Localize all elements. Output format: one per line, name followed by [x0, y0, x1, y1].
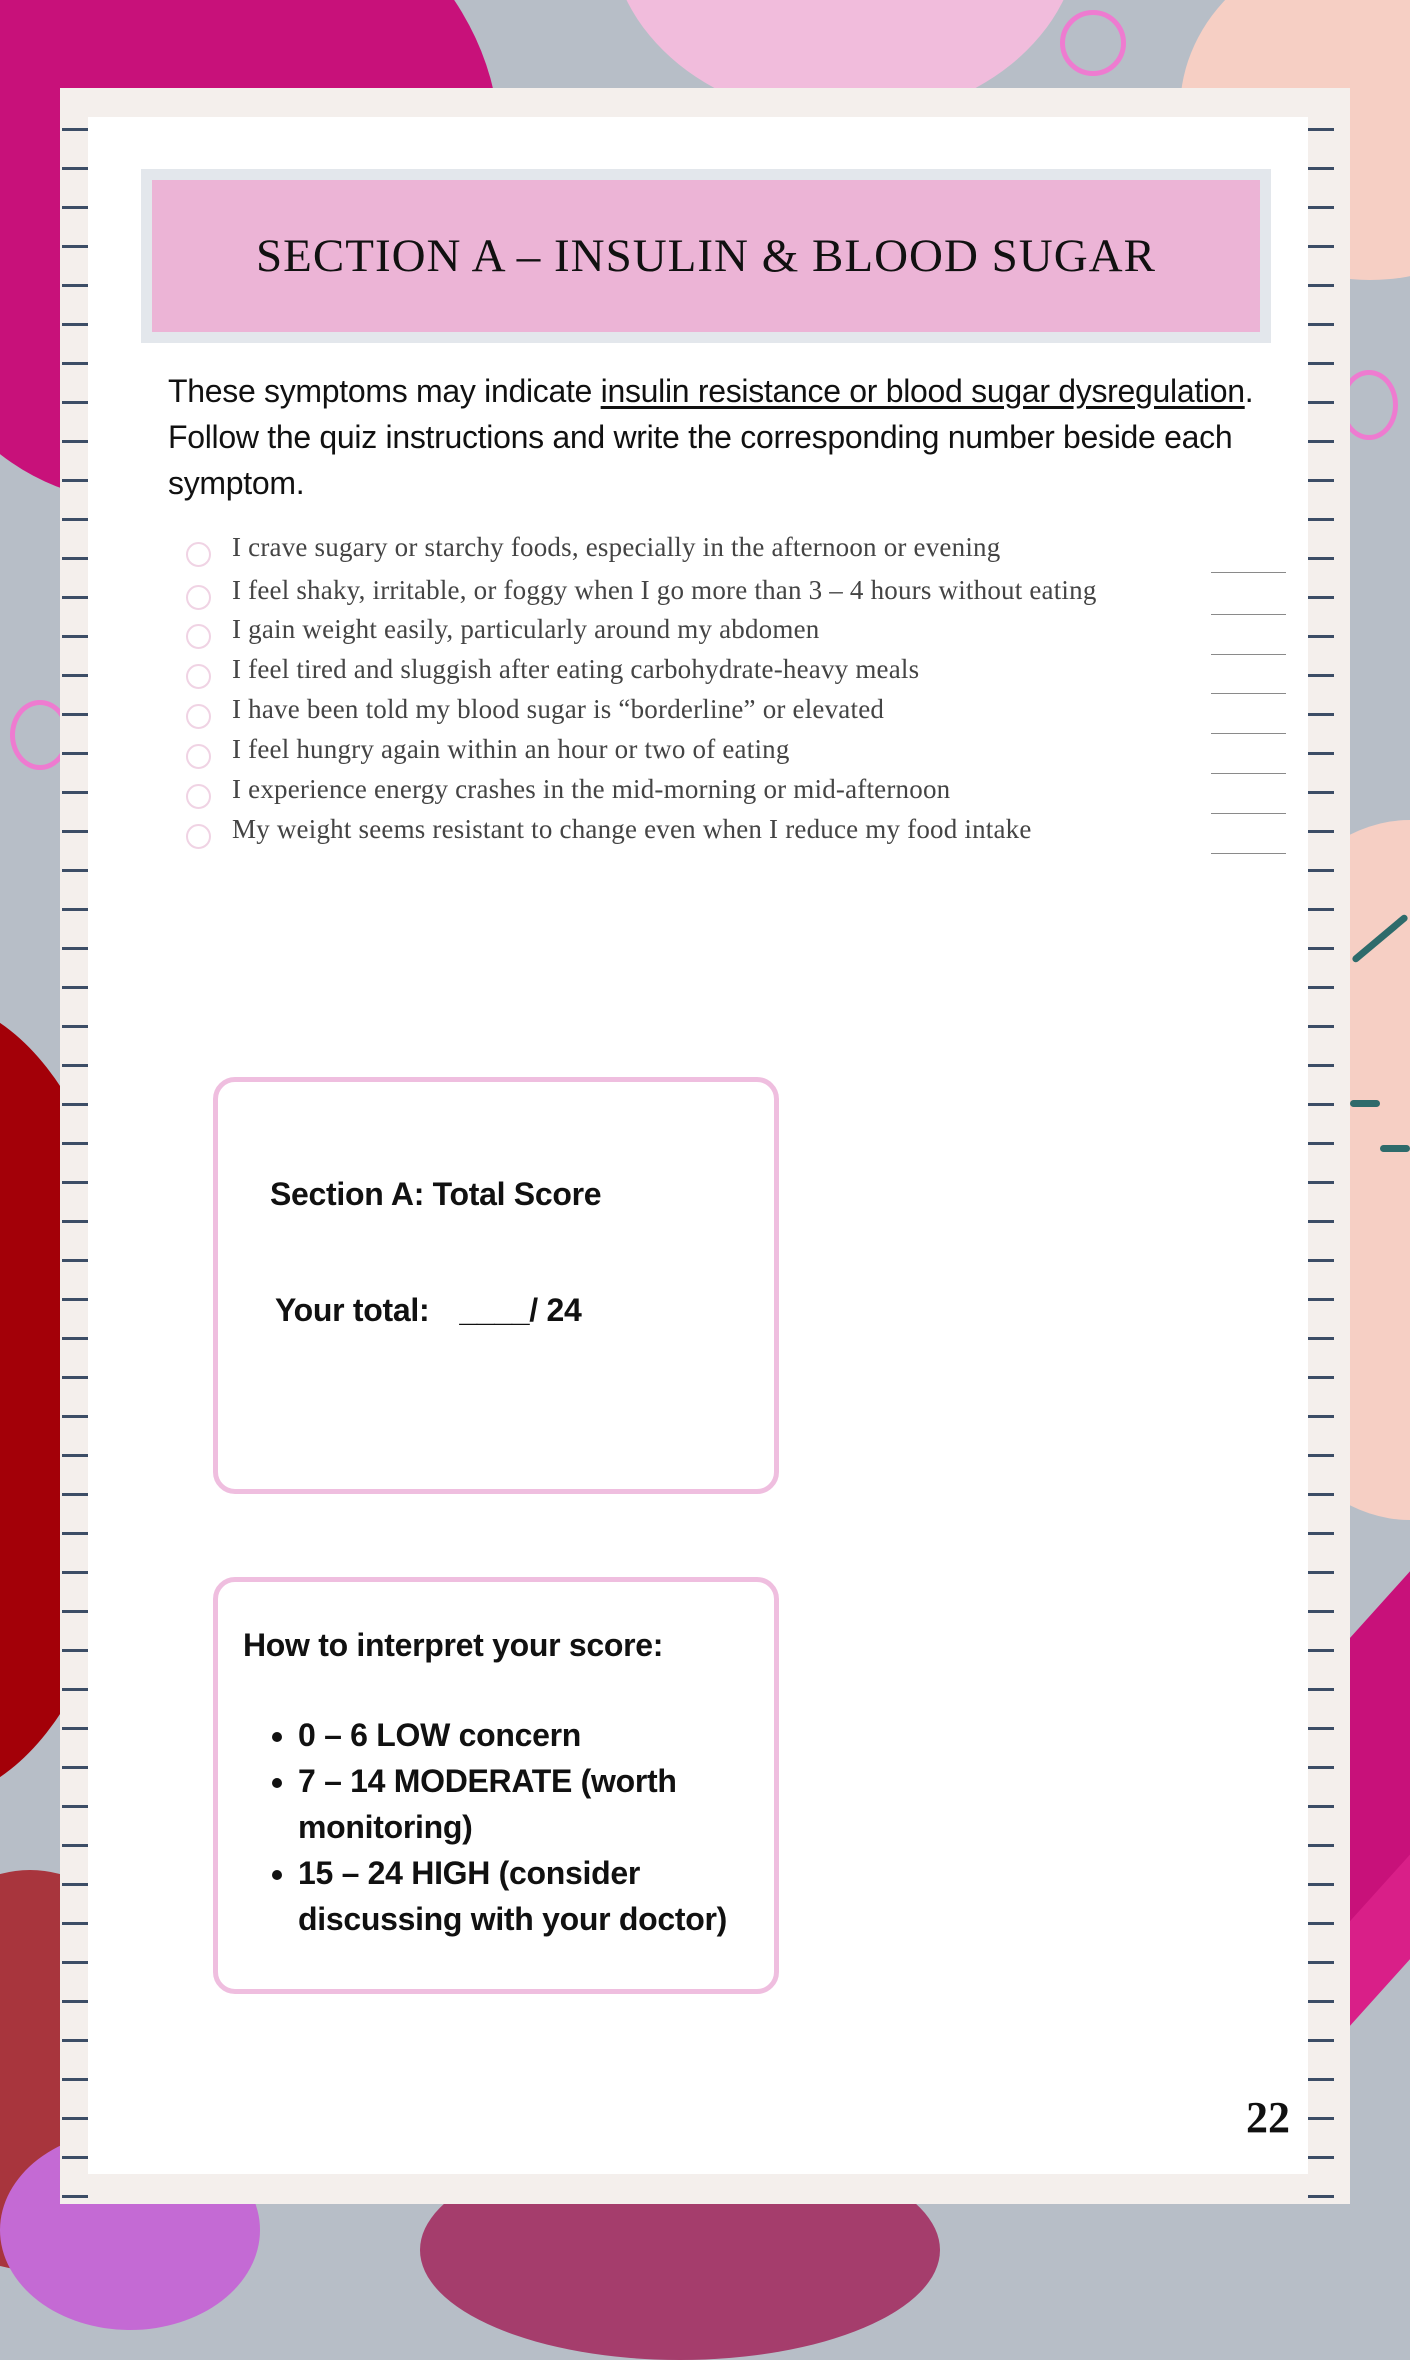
binding-tick	[62, 1805, 88, 1808]
binding-tick	[62, 1649, 88, 1652]
interpretation-title: How to interpret your score:	[243, 1627, 664, 1663]
binding-tick	[62, 2039, 88, 2042]
list-item: • 0 – 6 LOW concern	[298, 1712, 778, 1758]
binding-tick	[62, 1766, 88, 1769]
binding-tick	[62, 1493, 88, 1496]
radio-button[interactable]	[186, 542, 211, 567]
binding-tick	[1308, 791, 1334, 794]
score-blank[interactable]: ____/ 24	[459, 1292, 582, 1328]
binding-tick	[1308, 1064, 1334, 1067]
binding-tick	[1308, 2156, 1334, 2159]
binding-tick	[1308, 2195, 1334, 2198]
binding-tick	[62, 596, 88, 599]
binding-tick	[1308, 1922, 1334, 1925]
binding-tick	[1308, 2117, 1334, 2120]
binding-tick	[1308, 1376, 1334, 1379]
binding-tick	[1308, 2000, 1334, 2003]
binding-tick	[1308, 401, 1334, 404]
binding-tick	[1308, 1571, 1334, 1574]
binding-tick	[62, 791, 88, 794]
score-entry	[275, 1292, 581, 1329]
radio-button[interactable]	[186, 704, 211, 729]
symptom-text: I feel hungry again within an hour or two of eating	[232, 734, 790, 764]
intro-emphasis: insulin resistance or blood sugar dysregulation	[600, 373, 1245, 409]
binding-tick	[1308, 284, 1334, 287]
decorative-twig	[1380, 1145, 1410, 1152]
decorative-curl	[1060, 10, 1126, 76]
binding-tick	[1308, 479, 1334, 482]
binding-tick	[1308, 1961, 1334, 1964]
binding-tick	[1308, 713, 1334, 716]
binding-tick	[62, 713, 88, 716]
symptom-item	[180, 774, 1310, 814]
answer-blank[interactable]	[1211, 572, 1286, 573]
binding-tick	[62, 1571, 88, 1574]
binding-tick	[62, 362, 88, 365]
binding-tick	[62, 1103, 88, 1106]
intro-text: These symptoms may indicate	[168, 373, 601, 409]
binding-tick	[1308, 830, 1334, 833]
binding-tick	[62, 674, 88, 677]
binding-tick	[62, 830, 88, 833]
symptom-item	[180, 814, 1310, 854]
binding-tick	[1308, 1649, 1334, 1652]
binding-tick	[1308, 1844, 1334, 1847]
radio-button[interactable]	[186, 585, 211, 610]
interpretation-list	[268, 1712, 778, 1942]
symptom-item	[180, 654, 1310, 694]
binding-tick	[1308, 1532, 1334, 1535]
binding-tick	[62, 1610, 88, 1613]
binding-tick	[62, 1220, 88, 1223]
binding-tick	[62, 206, 88, 209]
section-title: SECTION A – INSULIN & BLOOD SUGAR	[256, 230, 1156, 282]
binding-tick	[1308, 1337, 1334, 1340]
binding-tick	[1308, 947, 1334, 950]
radio-button[interactable]	[186, 824, 211, 849]
binding-tick	[62, 2156, 88, 2159]
binding-tick	[62, 869, 88, 872]
binding-tick	[62, 947, 88, 950]
score-title: Section A: Total Score	[270, 1176, 602, 1212]
binding-tick	[1308, 128, 1334, 131]
radio-button[interactable]	[186, 784, 211, 809]
intro-text: . Follow the quiz instructions and write the corresponding number beside each symptom.	[168, 373, 1254, 501]
radio-button[interactable]	[186, 744, 211, 769]
list-item: • 15 – 24 HIGH (consider discussing with your doctor)	[298, 1850, 778, 1942]
symptom-text: I have been told my blood sugar is “borderline” or elevated	[232, 694, 885, 724]
binding-tick	[62, 1064, 88, 1067]
binding-tick	[62, 284, 88, 287]
binding-tick	[1308, 245, 1334, 248]
binding-tick	[62, 1844, 88, 1847]
binding-tick	[1308, 1103, 1334, 1106]
binding-tick	[62, 479, 88, 482]
radio-button[interactable]	[186, 664, 211, 689]
binding-tick	[1308, 557, 1334, 560]
binding-tick	[62, 2000, 88, 2003]
symptom-item	[180, 575, 1310, 615]
binding-tick	[62, 908, 88, 911]
binding-tick	[1308, 518, 1334, 521]
total-score-box	[213, 1077, 779, 1494]
binding-tick	[1308, 1415, 1334, 1418]
binding-tick	[62, 1025, 88, 1028]
binding-ticks-right	[1308, 0, 1334, 2250]
binding-tick	[62, 635, 88, 638]
binding-tick	[1308, 986, 1334, 989]
binding-tick	[62, 1961, 88, 1964]
binding-tick	[1308, 1805, 1334, 1808]
binding-tick	[62, 167, 88, 170]
symptom-item	[180, 614, 1310, 654]
binding-tick	[62, 752, 88, 755]
binding-tick	[62, 323, 88, 326]
binding-tick	[1308, 1883, 1334, 1886]
symptom-text: I experience energy crashes in the mid-morning or mid-afternoon	[232, 774, 951, 804]
binding-tick	[1308, 674, 1334, 677]
binding-tick	[1308, 1181, 1334, 1184]
binding-tick	[62, 2117, 88, 2120]
binding-tick	[62, 1298, 88, 1301]
binding-tick	[62, 245, 88, 248]
binding-tick	[1308, 1493, 1334, 1496]
binding-tick	[1308, 1610, 1334, 1613]
answer-blank[interactable]	[1211, 853, 1286, 854]
binding-tick	[1308, 635, 1334, 638]
decorative-twig	[1350, 1100, 1380, 1107]
binding-tick	[62, 401, 88, 404]
binding-tick	[1308, 206, 1334, 209]
binding-tick	[62, 2078, 88, 2081]
binding-tick	[1308, 440, 1334, 443]
binding-tick	[1308, 1688, 1334, 1691]
section-title-band	[152, 180, 1260, 332]
binding-tick	[62, 1181, 88, 1184]
binding-tick	[1308, 1454, 1334, 1457]
binding-tick	[62, 2195, 88, 2198]
symptom-item	[180, 734, 1310, 774]
binding-tick	[1308, 1766, 1334, 1769]
binding-tick	[1308, 1259, 1334, 1262]
symptom-text: I crave sugary or starchy foods, especially in the afternoon or evening	[232, 532, 1001, 562]
radio-button[interactable]	[186, 624, 211, 649]
symptom-text: I feel shaky, irritable, or foggy when I go more than 3 – 4 hours without eating	[232, 575, 1097, 605]
binding-tick	[62, 557, 88, 560]
binding-tick	[1308, 167, 1334, 170]
list-item: • 7 – 14 MODERATE (worth monitoring)	[298, 1758, 778, 1850]
symptom-text: I feel tired and sluggish after eating carbohydrate-heavy meals	[232, 654, 920, 684]
binding-tick	[62, 1727, 88, 1730]
binding-tick	[62, 440, 88, 443]
binding-tick	[62, 1259, 88, 1262]
binding-tick	[1308, 1220, 1334, 1223]
symptom-item	[180, 532, 1310, 572]
intro-paragraph	[168, 368, 1288, 506]
symptom-text: My weight seems resistant to change even when I reduce my food intake	[232, 814, 1032, 844]
symptom-text: I gain weight easily, particularly around my abdomen	[232, 614, 820, 644]
binding-ticks-left	[62, 0, 88, 2250]
binding-tick	[1308, 1025, 1334, 1028]
binding-tick	[62, 1142, 88, 1145]
score-label: Your total:	[275, 1292, 430, 1328]
binding-tick	[62, 1415, 88, 1418]
binding-tick	[1308, 323, 1334, 326]
binding-tick	[1308, 2078, 1334, 2081]
binding-tick	[62, 1922, 88, 1925]
binding-tick	[1308, 908, 1334, 911]
binding-tick	[1308, 752, 1334, 755]
binding-tick	[1308, 1298, 1334, 1301]
binding-tick	[62, 518, 88, 521]
binding-tick	[62, 1337, 88, 1340]
binding-tick	[62, 1883, 88, 1886]
binding-tick	[62, 1532, 88, 1535]
binding-tick	[1308, 869, 1334, 872]
binding-tick	[62, 986, 88, 989]
binding-tick	[1308, 1142, 1334, 1145]
symptom-item	[180, 694, 1310, 734]
binding-tick	[1308, 596, 1334, 599]
binding-tick	[1308, 2039, 1334, 2042]
binding-tick	[1308, 362, 1334, 365]
binding-tick	[62, 1454, 88, 1457]
binding-tick	[62, 1688, 88, 1691]
binding-tick	[62, 128, 88, 131]
binding-tick	[62, 1376, 88, 1379]
page-number: 22	[1246, 2093, 1290, 2142]
binding-tick	[1308, 1727, 1334, 1730]
